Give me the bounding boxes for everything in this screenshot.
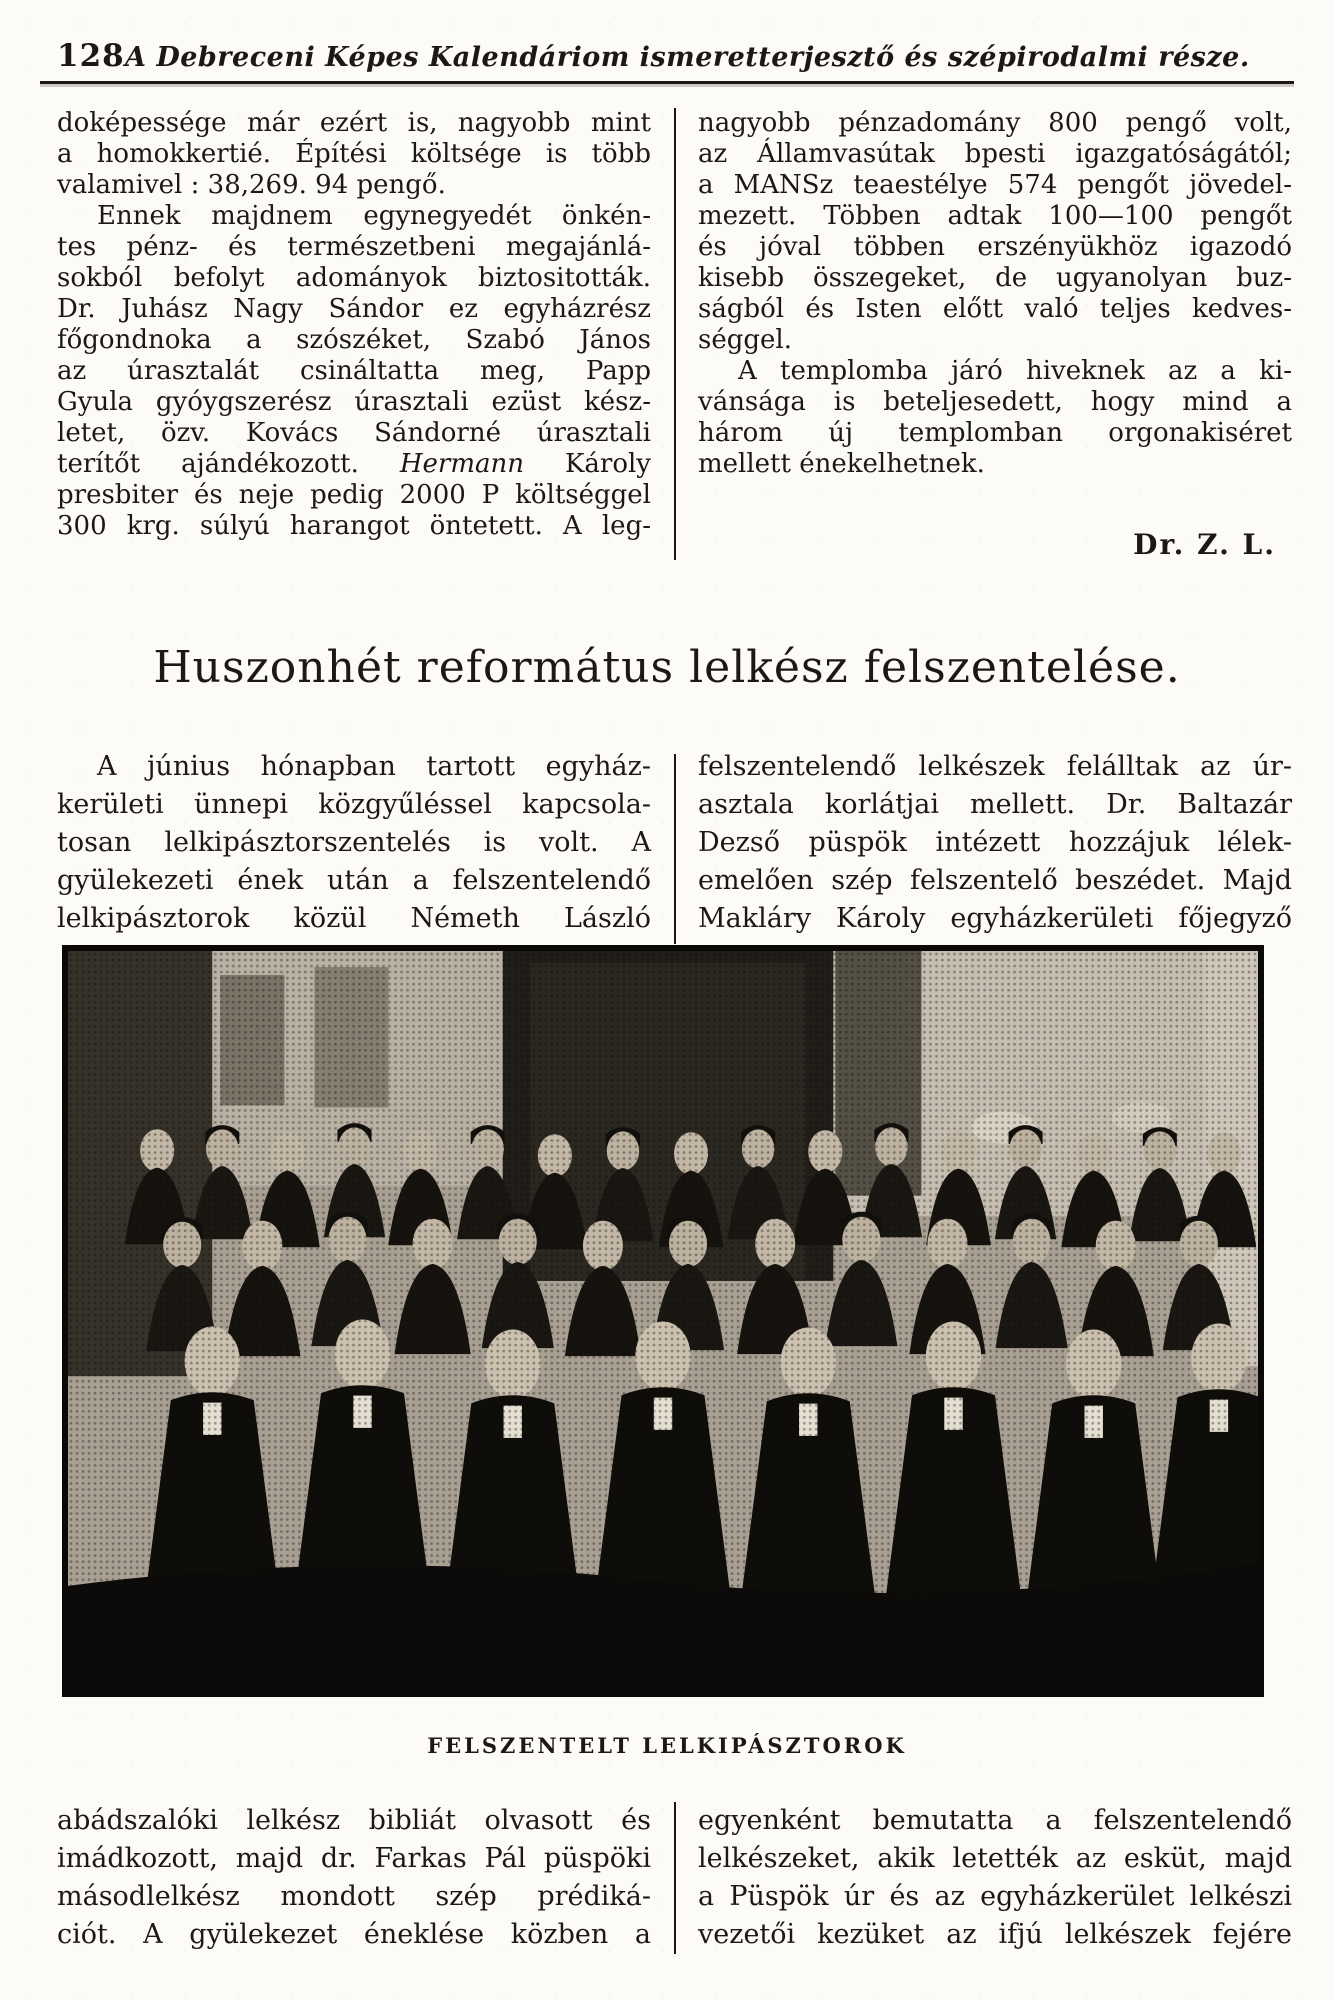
- text-segment: Károly: [524, 449, 651, 479]
- text-line: sokból befolyt adományok biztositották.: [57, 263, 651, 293]
- text-line: vánsága is beteljesedett, hogy mind a: [698, 387, 1292, 417]
- text-line: egyenként bemutatta a felszentelendő: [698, 1805, 1292, 1836]
- text-line: ciót. A gyülekezet éneklése közben a: [57, 1919, 651, 1950]
- group-photo: [62, 945, 1264, 1697]
- article2-bottom-left-column: [57, 1802, 651, 1954]
- text-line: a MANSz teaestélye 574 pengőt jövedel-: [698, 170, 1292, 200]
- article2-columns: [57, 748, 1292, 944]
- text-line: tes pénz- és természetbeni megajánlá-: [57, 232, 651, 262]
- text-line: mellett énekelhetnek.: [698, 449, 985, 479]
- group-photo-illustration: [62, 945, 1264, 1697]
- article1-columns: [57, 108, 1292, 561]
- text-line: valamivel : 38,269. 94 pengő.: [57, 170, 446, 200]
- column-divider: [674, 108, 676, 560]
- text-line: séggel.: [698, 325, 792, 355]
- text-line: ságból és Isten előtt való teljes kedves-: [698, 294, 1292, 324]
- text-line: az Államvasútak bpesti igazgatóságától;: [698, 139, 1292, 169]
- text-line: lelkészeket, akik letették az esküt, majd: [698, 1843, 1292, 1874]
- header-rule: [40, 81, 1294, 84]
- text-line: Dezső püspök intézett hozzájuk lélek-: [698, 827, 1292, 858]
- text-line: tosan lelkipásztorszentelés is volt. A: [57, 827, 651, 858]
- article2-bottom-right-column: [698, 1802, 1292, 1954]
- text-line: a homokkertié. Építési költsége is több: [57, 139, 651, 169]
- article1-right-column: [698, 108, 1292, 561]
- text-line: [57, 449, 651, 480]
- page-number: 128: [57, 38, 125, 74]
- article-headline: Huszonhét református lelkész felszentelése.: [153, 642, 1181, 693]
- text-line: másodlelkész mondott szép prédiká-: [57, 1881, 651, 1912]
- text-line: abádszalóki lelkész bibliát olvasott és: [57, 1805, 651, 1836]
- text-line: kerületi ünnepi közgyűléssel kapcsola-: [57, 789, 651, 820]
- text-line: imádkozott, majd dr. Farkas Pál püspöki: [57, 1843, 651, 1874]
- text-line: emelően szép felszentelő beszédet. Majd: [698, 865, 1292, 896]
- text-line: Makláry Károly egyházkerületi főjegyző: [698, 903, 1292, 934]
- running-title: A Debreceni Képes Kalendáriom ismeretterjesztő és szépirodalmi része.: [124, 42, 1250, 73]
- text-line: asztala korlátjai mellett. Dr. Baltazár: [698, 789, 1292, 820]
- italic-name: Hermann: [399, 449, 524, 479]
- text-line: három új templomban orgonakiséret: [698, 418, 1292, 448]
- text-line: a Püspök úr és az egyházkerület lelkészi: [698, 1881, 1292, 1912]
- column-divider: [674, 1802, 676, 1954]
- text-line: Gyula gyóygszerész úrasztali ezüst kész-: [57, 387, 651, 417]
- text-line: doképessége már ezért is, nagyobb mint: [57, 108, 651, 138]
- text-line: felszentelendő lelkészek felálltak az úr-: [698, 751, 1292, 782]
- text-line: A június hónapban tartott egyház-: [97, 751, 651, 782]
- text-line: és jóval többen erszényükhöz igazodó: [698, 232, 1292, 262]
- text-line: az úrasztalát csináltatta meg, Papp: [57, 356, 651, 386]
- text-line: vezetői kezüket az ifjú lelkészek fejére: [698, 1919, 1292, 1950]
- author-signature: Dr. Z. L.: [1133, 528, 1276, 561]
- article2-left-column: [57, 748, 651, 944]
- text-line: Ennek majdnem egynegyedét önkén-: [97, 201, 651, 231]
- text-line: főgondnoka a szószéket, Szabó János: [57, 325, 651, 355]
- photo-caption: FELSZENTELT LELKIPÁSZTOROK: [427, 1733, 907, 1758]
- article1-left-column: [57, 108, 651, 561]
- text-line: letet, özv. Kovács Sándorné úrasztali: [57, 418, 651, 448]
- article2-bottom-columns: [57, 1802, 1292, 1954]
- article2-right-column: [698, 748, 1292, 944]
- text-line: 300 krg. súlyú harangot öntetett. A leg-: [57, 511, 651, 541]
- column-divider: [674, 754, 676, 944]
- text-line: mezett. Többen adtak 100—100 pengőt: [698, 201, 1292, 231]
- text-line: Dr. Juhász Nagy Sándor ez egyházrész: [57, 294, 651, 324]
- text-line: lelkipásztorok közül Németh László: [57, 903, 651, 934]
- text-line: kisebb összegeket, de ugyanolyan buz-: [698, 263, 1292, 293]
- text-line: A templomba járó hiveknek az a ki-: [738, 356, 1292, 386]
- text-line: presbiter és neje pedig 2000 P költséggel: [57, 480, 651, 510]
- page-header: [57, 38, 1290, 74]
- text-segment: terítőt ajándékozott.: [57, 449, 400, 479]
- text-line: nagyobb pénzadomány 800 pengő volt,: [698, 108, 1292, 138]
- text-line: gyülekezeti ének után a felszentelendő: [57, 865, 651, 896]
